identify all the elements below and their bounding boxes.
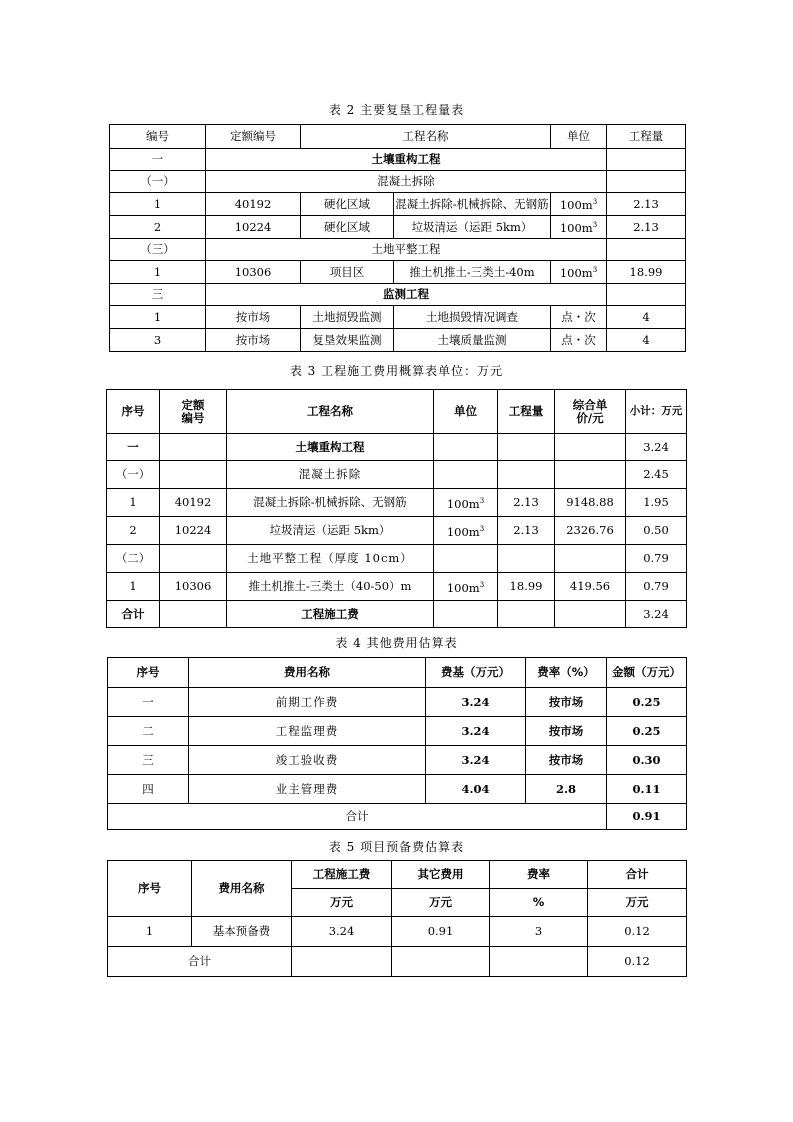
table-row bbox=[110, 329, 686, 352]
t3-cell: 合计 bbox=[107, 601, 160, 628]
t5-header: 序号 bbox=[108, 861, 192, 917]
t3-cell: 1 bbox=[107, 489, 160, 517]
t2-cell: （三） bbox=[110, 239, 206, 261]
t2-cell: 项目区 bbox=[301, 261, 394, 284]
t4-cell: 按市场 bbox=[526, 746, 607, 775]
t5-unit: 万元 bbox=[292, 889, 392, 917]
t2-header: 工程名称 bbox=[301, 125, 551, 149]
t2-cell: 三 bbox=[110, 284, 206, 306]
table3 bbox=[106, 389, 687, 628]
t3-cell: 2.13 bbox=[498, 517, 555, 545]
table-row bbox=[110, 306, 686, 329]
t3-cell: 40192 bbox=[160, 489, 227, 517]
t4-cell: 按市场 bbox=[526, 717, 607, 746]
t2-cell bbox=[607, 239, 686, 261]
t5-unit: % bbox=[490, 889, 588, 917]
t2-cell: 硬化区域 bbox=[301, 193, 394, 216]
t3-cell: 0.79 bbox=[626, 545, 687, 573]
t3-cell: 1.95 bbox=[626, 489, 687, 517]
t2-cell: 垃圾清运（运距 5km） bbox=[394, 216, 551, 239]
unit-sup: 3 bbox=[479, 524, 485, 533]
t5-total-value: 0.12 bbox=[588, 947, 687, 977]
t3-cell bbox=[555, 461, 626, 489]
t5-header: 其它费用 bbox=[392, 861, 490, 889]
table4 bbox=[107, 657, 687, 830]
t4-cell: 四 bbox=[108, 775, 189, 804]
t2-cell: 1 bbox=[110, 193, 206, 216]
t3-cell: 18.99 bbox=[498, 573, 555, 601]
table-row bbox=[108, 688, 687, 717]
t2-cell: 2.13 bbox=[607, 193, 686, 216]
t4-cell: 一 bbox=[108, 688, 189, 717]
t3-cell: 9148.88 bbox=[555, 489, 626, 517]
t3-cell bbox=[498, 545, 555, 573]
table-row bbox=[110, 284, 686, 306]
t3-cell bbox=[555, 434, 626, 461]
table-row bbox=[107, 461, 687, 489]
t2-cell: 点・次 bbox=[551, 329, 607, 352]
t3-cell bbox=[555, 545, 626, 573]
t2-cell bbox=[607, 284, 686, 306]
t5-cell: 3.24 bbox=[292, 917, 392, 947]
unit: 100m bbox=[559, 197, 593, 212]
table2 bbox=[109, 124, 686, 352]
t3-cell: 2.13 bbox=[498, 489, 555, 517]
t2-cell: 4 bbox=[607, 329, 686, 352]
t4-cell: 4.04 bbox=[426, 775, 526, 804]
t2-cell: 土壤质量监测 bbox=[394, 329, 551, 352]
t3-cell: 土壤重构工程 bbox=[227, 434, 434, 461]
unit: 100m bbox=[559, 220, 593, 235]
t3-cell bbox=[160, 545, 227, 573]
t3-header: 单位 bbox=[434, 390, 498, 434]
unit-sup: 3 bbox=[479, 580, 485, 589]
t3-cell: 10306 bbox=[160, 573, 227, 601]
t4-cell: 0.11 bbox=[607, 775, 687, 804]
t5-cell bbox=[392, 947, 490, 977]
t5-cell: 3 bbox=[490, 917, 588, 947]
t3-header bbox=[555, 390, 626, 434]
t4-cell: 3.24 bbox=[426, 688, 526, 717]
t2-cell: 10224 bbox=[206, 216, 301, 239]
t2-cell: 按市场 bbox=[206, 329, 301, 352]
unit-sup: 3 bbox=[479, 496, 485, 505]
t3-cell: 3.24 bbox=[626, 434, 687, 461]
t3-cell: （二） bbox=[107, 545, 160, 573]
t3-header: 工程量 bbox=[498, 390, 555, 434]
t3-header-line: 价/元 bbox=[576, 410, 604, 425]
table-row bbox=[107, 573, 687, 601]
t2-cell: 按市场 bbox=[206, 306, 301, 329]
table3-caption: 表 3 工程施工费用概算表单位：万元 bbox=[289, 364, 504, 378]
table-row bbox=[107, 545, 687, 573]
t5-total-label: 合计 bbox=[108, 947, 292, 977]
t3-cell: 混凝土拆除 bbox=[227, 461, 434, 489]
t4-header: 费用名称 bbox=[189, 658, 426, 688]
t3-header: 序号 bbox=[107, 390, 160, 434]
table-row bbox=[108, 947, 687, 977]
t3-cell: 2 bbox=[107, 517, 160, 545]
t3-cell: 0.79 bbox=[626, 573, 687, 601]
t5-cell: 0.91 bbox=[392, 917, 490, 947]
table-row bbox=[107, 489, 687, 517]
t3-header-line: 定额 bbox=[181, 397, 205, 412]
table-row bbox=[107, 517, 687, 545]
t2-cell: 1 bbox=[110, 261, 206, 284]
t3-cell bbox=[160, 601, 227, 628]
table-row bbox=[110, 239, 686, 261]
t5-cell: 1 bbox=[108, 917, 192, 947]
t2-cell: 土壤重构工程 bbox=[206, 149, 607, 171]
t3-cell: 推土机推土-三类土（40-50）m bbox=[227, 573, 434, 601]
t4-cell: 工程监理费 bbox=[189, 717, 426, 746]
unit-sup: 3 bbox=[592, 198, 598, 207]
t5-cell: 基本预备费 bbox=[192, 917, 292, 947]
t3-cell bbox=[555, 601, 626, 628]
t2-cell: 4 bbox=[607, 306, 686, 329]
t4-cell: 3.24 bbox=[426, 746, 526, 775]
t3-cell: 2.45 bbox=[626, 461, 687, 489]
t2-cell: 一 bbox=[110, 149, 206, 171]
t2-cell: 2.13 bbox=[607, 216, 686, 239]
table-row bbox=[108, 917, 687, 947]
t5-unit: 万元 bbox=[392, 889, 490, 917]
t2-cell: 混凝土拆除 bbox=[206, 171, 607, 193]
table-row bbox=[108, 746, 687, 775]
table-row bbox=[108, 775, 687, 804]
t3-cell bbox=[434, 489, 498, 517]
t5-header: 工程施工费 bbox=[292, 861, 392, 889]
t2-cell bbox=[607, 149, 686, 171]
t2-cell bbox=[551, 261, 607, 284]
table-row bbox=[108, 717, 687, 746]
t3-cell bbox=[498, 434, 555, 461]
t4-cell: 0.30 bbox=[607, 746, 687, 775]
t4-cell: 竣工验收费 bbox=[189, 746, 426, 775]
t3-cell bbox=[434, 573, 498, 601]
unit-sup: 3 bbox=[592, 221, 598, 230]
t2-header: 工程量 bbox=[607, 125, 686, 149]
t2-cell: 土地平整工程 bbox=[206, 239, 607, 261]
t3-cell: 3.24 bbox=[626, 601, 687, 628]
t3-cell: 混凝土拆除-机械拆除、无钢筋 bbox=[227, 489, 434, 517]
unit: 100m bbox=[559, 265, 593, 280]
t3-header: 工程名称 bbox=[227, 390, 434, 434]
t3-cell: 一 bbox=[107, 434, 160, 461]
unit: 100m bbox=[446, 496, 480, 511]
t2-cell: 1 bbox=[110, 306, 206, 329]
t4-header: 费基（万元） bbox=[426, 658, 526, 688]
t5-unit: 万元 bbox=[588, 889, 687, 917]
t4-cell: 三 bbox=[108, 746, 189, 775]
t4-total-label: 合计 bbox=[108, 804, 607, 830]
t2-header: 单位 bbox=[551, 125, 607, 149]
t3-cell bbox=[434, 601, 498, 628]
t2-cell bbox=[551, 193, 607, 216]
table-row bbox=[107, 434, 687, 461]
table5 bbox=[107, 860, 687, 977]
t4-cell: 0.25 bbox=[607, 688, 687, 717]
table5-caption: 表 5 项目预备费估算表 bbox=[328, 840, 465, 854]
t4-cell: 业主管理费 bbox=[189, 775, 426, 804]
t5-header: 合计 bbox=[588, 861, 687, 889]
t2-cell: 土地损毁监测 bbox=[301, 306, 394, 329]
t3-cell bbox=[434, 461, 498, 489]
t4-total-value: 0.91 bbox=[607, 804, 687, 830]
t2-cell: 2 bbox=[110, 216, 206, 239]
t5-cell: 0.12 bbox=[588, 917, 687, 947]
t4-cell: 2.8 bbox=[526, 775, 607, 804]
t3-cell bbox=[160, 434, 227, 461]
t3-cell: 垃圾清运（运距 5km） bbox=[227, 517, 434, 545]
t2-cell: 40192 bbox=[206, 193, 301, 216]
table-row bbox=[110, 216, 686, 239]
t4-header: 序号 bbox=[108, 658, 189, 688]
table-row bbox=[110, 193, 686, 216]
t3-cell bbox=[434, 517, 498, 545]
t5-cell bbox=[490, 947, 588, 977]
t2-header: 定额编号 bbox=[206, 125, 301, 149]
t4-cell: 0.25 bbox=[607, 717, 687, 746]
t5-header: 费率 bbox=[490, 861, 588, 889]
t2-cell: 18.99 bbox=[607, 261, 686, 284]
t2-cell: 10306 bbox=[206, 261, 301, 284]
t3-cell bbox=[498, 601, 555, 628]
t2-cell bbox=[607, 171, 686, 193]
t2-cell: 混凝土拆除-机械拆除、无钢筋 bbox=[394, 193, 551, 216]
t3-cell bbox=[434, 434, 498, 461]
unit: 100m bbox=[446, 524, 480, 539]
table2-caption: 表 2 主要复垦工程量表 bbox=[328, 103, 465, 117]
t2-cell: 土地损毁情况调查 bbox=[394, 306, 551, 329]
t3-header: 小计：万元 bbox=[626, 390, 687, 434]
table-row bbox=[110, 261, 686, 284]
table-row bbox=[110, 149, 686, 171]
table-row bbox=[110, 171, 686, 193]
t3-cell: 土地平整工程（厚度 10cm） bbox=[227, 545, 434, 573]
t2-cell: 硬化区域 bbox=[301, 216, 394, 239]
t3-cell bbox=[498, 461, 555, 489]
t5-cell bbox=[292, 947, 392, 977]
t3-cell: 1 bbox=[107, 573, 160, 601]
t3-cell bbox=[434, 545, 498, 573]
t3-header bbox=[160, 390, 227, 434]
t2-cell: 点・次 bbox=[551, 306, 607, 329]
table-row bbox=[108, 804, 687, 830]
t2-cell: 推土机推土-三类土-40m bbox=[394, 261, 551, 284]
t3-header-line: 综合单 bbox=[572, 397, 608, 412]
t3-cell: （一） bbox=[107, 461, 160, 489]
t4-cell: 前期工作费 bbox=[189, 688, 426, 717]
t3-cell: 工程施工费 bbox=[227, 601, 434, 628]
table4-caption: 表 4 其他费用估算表 bbox=[335, 636, 458, 650]
t2-cell: （一） bbox=[110, 171, 206, 193]
t2-cell: 监测工程 bbox=[206, 284, 607, 306]
t4-cell: 3.24 bbox=[426, 717, 526, 746]
t2-cell: 复垦效果监测 bbox=[301, 329, 394, 352]
t3-cell bbox=[160, 461, 227, 489]
t4-header: 费率（%） bbox=[526, 658, 607, 688]
t4-cell: 二 bbox=[108, 717, 189, 746]
t2-cell bbox=[551, 216, 607, 239]
t4-cell: 按市场 bbox=[526, 688, 607, 717]
table-row bbox=[107, 601, 687, 628]
t2-header: 编号 bbox=[110, 125, 206, 149]
t3-header-line: 编号 bbox=[181, 410, 205, 425]
t2-cell: 3 bbox=[110, 329, 206, 352]
t5-header: 费用名称 bbox=[192, 861, 292, 917]
unit-sup: 3 bbox=[592, 266, 598, 275]
t4-header: 金额（万元） bbox=[607, 658, 687, 688]
unit: 100m bbox=[446, 580, 480, 595]
t3-cell: 0.50 bbox=[626, 517, 687, 545]
t3-cell: 10224 bbox=[160, 517, 227, 545]
t3-cell: 419.56 bbox=[555, 573, 626, 601]
t3-cell: 2326.76 bbox=[555, 517, 626, 545]
